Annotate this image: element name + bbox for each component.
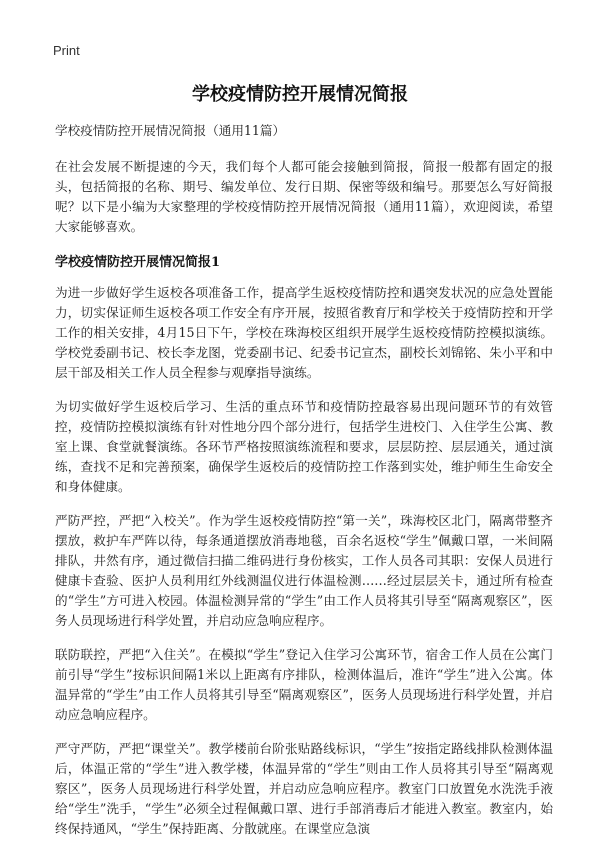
paragraph-2: 为切实做好学生返校后学习、生活的重点环节和疫情防控最容易出现问题环节的有效管控，疫情防控模拟演练有针对性地分四个部分进行，包括学生进校门、入住学生公寓、教室上课、食堂就餐演练。各环节严格按照演练流程和要求，层层防控、层层通关，通过演练，查找不足和完善预案，确保学生返校后的疫情防控工作落到实处，维护师生生命安全和身体健康。	[55, 399, 553, 494]
article-body	[55, 121, 553, 853]
section-heading: 学校疫情防控开展情况简报1	[55, 255, 221, 270]
paragraph-3: 严防严控，严把“入校关”。作为学生返校疫情防控“第一关”，珠海校区北门，隔离带整齐摆放，救护车严阵以待，每条通道摆放消毒地毯，百余名返校“学生”佩戴口罩，一米间隔排队，井然有序，通过微信扫描二维码进行身份核实，工作人员各司其职：安保人员进行健康卡查验、医护人员利用红外线测温仪进行体温检测……经过层层关卡，通过所有检查的“学生”方可进入校园。体温检测异常的“学生”由工作人员将其引导至“隔离观察区”，医务人员现场进行科学处置，并启动应急响应程序。	[55, 513, 553, 628]
paragraph-4: 联防联控，严把“入住关”。在模拟“学生”登记入住学习公寓环节，宿舍工作人员在公寓门前引导“学生”按标识间隔1米以上距离有序排队，检测体温后，准许“学生”进入公寓。体温异常的“学生”由工作人员将其引导至“隔离观察区”，医务人员现场进行科学处置，并启动应急响应程序。	[55, 647, 553, 722]
article-subtitle: 学校疫情防控开展情况简报（通用11篇）	[55, 123, 286, 138]
paragraph-1: 为进一步做好学生返校各项准备工作，提高学生返校疫情防控和遇突发状况的应急处置能力，切实保证师生返校各项工作安全有序开展，按照省教育厅和学校关于疫情防控和开学工作的相关安排，4月15日下午，学校在珠海校区组织开展学生返校疫情防控模拟演练。学校党委副书记、校长李龙图，党委副书记、纪委书记宣杰，副校长刘锦铭、朱小平和中层干部及相关工作人员全程参与观摩指导演练。	[55, 285, 553, 380]
paragraph-5: 严守严防，严把“课堂关”。教学楼前台阶张贴路线标识，“学生”按指定路线排队检测体温后，体温正常的“学生”进入教学楼，体温异常的“学生”则由工作人员将其引导至“隔离观察区”，医务人员现场进行科学处置，并启动应急响应程序。教室门口放置免水洗洗手液给“学生”洗手，“学生”必须全过程佩戴口罩、进行手部消毒后才能进入教室。教室内，始终保持通风，“学生”保持距离、分散就座。在课堂应急演	[55, 741, 553, 836]
article-intro: 在社会发展不断提速的今天，我们每个人都可能会接触到简报，简报一般都有固定的报头，包括简报的名称、期号、编发单位、发行日期、保密等级和编号。那要怎么写好简报呢？以下是小编为大家整理的学校疫情防控开展情况简报（通用11篇），欢迎阅读，希望大家能够喜欢。	[55, 159, 553, 234]
print-link[interactable]: Print	[53, 43, 80, 58]
page-title: 学校疫情防控开展情况简报	[192, 84, 408, 105]
